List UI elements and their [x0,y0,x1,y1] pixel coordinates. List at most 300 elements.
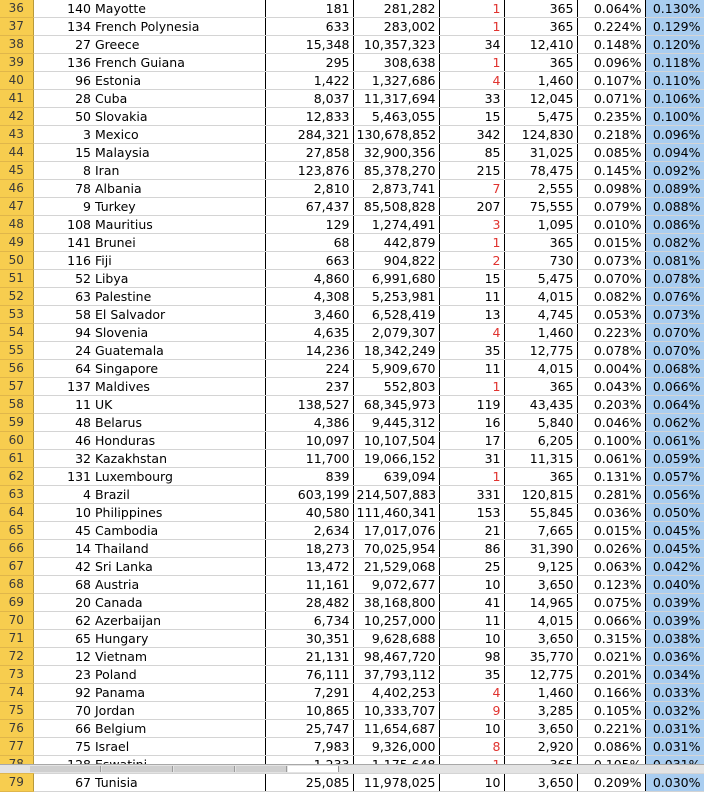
cell-col8[interactable]: 0.032% [645,702,704,720]
cell-col3[interactable]: 663 [265,252,353,270]
cell-col8[interactable]: 0.038% [645,630,704,648]
cell-col6[interactable]: 365 [504,0,577,18]
cell-col3[interactable]: 15,348 [265,36,353,54]
row-header[interactable]: 73 [0,666,33,684]
cell-col5[interactable]: 7 [439,180,504,198]
cell-col3[interactable]: 67,437 [265,198,353,216]
cell-col4[interactable]: 6,991,680 [353,270,439,288]
rank-cell[interactable]: 67 [33,774,93,792]
country-cell[interactable]: Tunisia [93,774,265,792]
cell-col7[interactable]: 0.098% [577,180,645,198]
cell-col3[interactable]: 2,810 [265,180,353,198]
row-header[interactable]: 45 [0,162,33,180]
cell-col5[interactable]: 13 [439,306,504,324]
cell-col4[interactable]: 21,529,068 [353,558,439,576]
cell-col4[interactable]: 38,168,800 [353,594,439,612]
cell-col3[interactable]: 284,321 [265,126,353,144]
country-cell[interactable]: Jordan [93,702,265,720]
cell-col3[interactable]: 25,747 [265,720,353,738]
cell-col8[interactable]: 0.036% [645,648,704,666]
country-cell[interactable]: Malaysia [93,144,265,162]
cell-col7[interactable]: 0.015% [577,522,645,540]
rank-cell[interactable]: 52 [33,270,93,288]
country-cell[interactable]: French Guiana [93,54,265,72]
country-cell[interactable]: Mexico [93,126,265,144]
cell-col5[interactable]: 15 [439,270,504,288]
cell-col8[interactable]: 0.070% [645,342,704,360]
row-header[interactable]: 54 [0,324,33,342]
cell-col7[interactable]: 0.223% [577,324,645,342]
row-header[interactable]: 77 [0,738,33,756]
cell-col4[interactable]: 111,460,341 [353,504,439,522]
cell-col6[interactable]: 3,650 [504,774,577,792]
cell-col8[interactable]: 0.110% [645,72,704,90]
cell-col4[interactable]: 68,345,973 [353,396,439,414]
cell-col4[interactable]: 19,066,152 [353,450,439,468]
cell-col7[interactable]: 0.096% [577,54,645,72]
row-header[interactable]: 43 [0,126,33,144]
cell-col3[interactable]: 76,111 [265,666,353,684]
row-header[interactable]: 61 [0,450,33,468]
rank-cell[interactable]: 92 [33,684,93,702]
rank-cell[interactable]: 108 [33,216,93,234]
rank-cell[interactable]: 63 [33,288,93,306]
cell-col8[interactable]: 0.089% [645,180,704,198]
cell-col8[interactable]: 0.130% [645,0,704,18]
cell-col5[interactable]: 15 [439,108,504,126]
cell-col5[interactable]: 1 [439,54,504,72]
cell-col3[interactable]: 237 [265,378,353,396]
cell-col4[interactable]: 4,402,253 [353,684,439,702]
cell-col4[interactable]: 18,342,249 [353,342,439,360]
cell-col7[interactable]: 0.071% [577,90,645,108]
cell-col8[interactable]: 0.045% [645,522,704,540]
cell-col7[interactable]: 0.086% [577,738,645,756]
rank-cell[interactable]: 116 [33,252,93,270]
cell-col3[interactable]: 4,635 [265,324,353,342]
cell-col5[interactable]: 4 [439,684,504,702]
cell-col7[interactable]: 0.105% [577,702,645,720]
cell-col8[interactable]: 0.057% [645,468,704,486]
country-cell[interactable]: Austria [93,576,265,594]
cell-col6[interactable]: 365 [504,468,577,486]
cell-col3[interactable]: 4,308 [265,288,353,306]
cell-col6[interactable]: 12,045 [504,90,577,108]
cell-col5[interactable]: 331 [439,486,504,504]
row-header[interactable]: 49 [0,234,33,252]
country-cell[interactable]: Hungary [93,630,265,648]
rank-cell[interactable]: 24 [33,342,93,360]
cell-col3[interactable]: 10,865 [265,702,353,720]
cell-col8[interactable]: 0.033% [645,684,704,702]
cell-col6[interactable]: 35,770 [504,648,577,666]
cell-col4[interactable]: 9,628,688 [353,630,439,648]
country-cell[interactable]: Cambodia [93,522,265,540]
row-header[interactable]: 70 [0,612,33,630]
row-header[interactable]: 44 [0,144,33,162]
row-header[interactable]: 57 [0,378,33,396]
row-header[interactable]: 46 [0,180,33,198]
cell-col7[interactable]: 0.123% [577,576,645,594]
country-cell[interactable]: French Polynesia [93,18,265,36]
cell-col5[interactable]: 11 [439,360,504,378]
rank-cell[interactable]: 94 [33,324,93,342]
cell-col6[interactable]: 2,920 [504,738,577,756]
cell-col6[interactable]: 124,830 [504,126,577,144]
cell-col8[interactable]: 0.073% [645,306,704,324]
cell-col8[interactable]: 0.081% [645,252,704,270]
cell-col5[interactable]: 35 [439,342,504,360]
cell-col5[interactable]: 86 [439,540,504,558]
cell-col5[interactable]: 34 [439,36,504,54]
cell-col4[interactable]: 5,909,670 [353,360,439,378]
cell-col4[interactable]: 5,463,055 [353,108,439,126]
cell-col5[interactable]: 1 [439,468,504,486]
cell-col6[interactable]: 1,460 [504,72,577,90]
country-cell[interactable]: Maldives [93,378,265,396]
country-cell[interactable]: Canada [93,594,265,612]
cell-col5[interactable]: 21 [439,522,504,540]
country-cell[interactable]: Slovenia [93,324,265,342]
cell-col4[interactable]: 11,317,694 [353,90,439,108]
rank-cell[interactable]: 131 [33,468,93,486]
row-header[interactable]: 71 [0,630,33,648]
cell-col6[interactable]: 365 [504,378,577,396]
cell-col7[interactable]: 0.046% [577,414,645,432]
cell-col8[interactable]: 0.082% [645,234,704,252]
cell-col7[interactable]: 0.085% [577,144,645,162]
country-cell[interactable]: Honduras [93,432,265,450]
cell-col5[interactable]: 1 [439,378,504,396]
cell-col5[interactable]: 9 [439,702,504,720]
cell-col3[interactable]: 28,482 [265,594,353,612]
cell-col6[interactable]: 4,015 [504,288,577,306]
row-header[interactable]: 47 [0,198,33,216]
row-header[interactable]: 50 [0,252,33,270]
cell-col3[interactable]: 40,580 [265,504,353,522]
country-cell[interactable]: Vietnam [93,648,265,666]
row-header[interactable]: 40 [0,72,33,90]
rank-cell[interactable]: 68 [33,576,93,594]
cell-col3[interactable]: 123,876 [265,162,353,180]
cell-col5[interactable]: 33 [439,90,504,108]
rank-cell[interactable]: 50 [33,108,93,126]
cell-col7[interactable]: 0.145% [577,162,645,180]
cell-col7[interactable]: 0.075% [577,594,645,612]
country-cell[interactable]: Turkey [93,198,265,216]
cell-col3[interactable]: 10,097 [265,432,353,450]
cell-col4[interactable]: 9,326,000 [353,738,439,756]
country-cell[interactable]: Belarus [93,414,265,432]
row-header[interactable]: 53 [0,306,33,324]
cell-col7[interactable]: 0.218% [577,126,645,144]
cell-col3[interactable]: 6,734 [265,612,353,630]
cell-col8[interactable]: 0.086% [645,216,704,234]
row-header[interactable]: 60 [0,432,33,450]
sheet-tab[interactable] [102,766,173,772]
cell-col4[interactable]: 11,978,025 [353,774,439,792]
cell-col6[interactable]: 12,775 [504,666,577,684]
cell-col8[interactable]: 0.088% [645,198,704,216]
country-cell[interactable]: Slovakia [93,108,265,126]
cell-col5[interactable]: 11 [439,612,504,630]
rank-cell[interactable]: 134 [33,18,93,36]
cell-col5[interactable]: 11 [439,288,504,306]
cell-col4[interactable]: 281,282 [353,0,439,18]
row-header[interactable]: 39 [0,54,33,72]
cell-col6[interactable]: 6,205 [504,432,577,450]
cell-col8[interactable]: 0.059% [645,450,704,468]
rank-cell[interactable]: 66 [33,720,93,738]
country-cell[interactable]: Iran [93,162,265,180]
cell-col8[interactable]: 0.118% [645,54,704,72]
row-header[interactable]: 37 [0,18,33,36]
country-cell[interactable]: Azerbaijan [93,612,265,630]
cell-col4[interactable]: 10,257,000 [353,612,439,630]
cell-col8[interactable]: 0.068% [645,360,704,378]
rank-cell[interactable]: 15 [33,144,93,162]
country-cell[interactable]: Greece [93,36,265,54]
cell-col4[interactable]: 2,873,741 [353,180,439,198]
cell-col5[interactable]: 98 [439,648,504,666]
cell-col6[interactable]: 5,840 [504,414,577,432]
cell-col5[interactable]: 17 [439,432,504,450]
cell-col6[interactable]: 3,650 [504,576,577,594]
cell-col7[interactable]: 0.053% [577,306,645,324]
cell-col3[interactable]: 603,199 [265,486,353,504]
row-header[interactable]: 72 [0,648,33,666]
cell-col5[interactable]: 35 [439,666,504,684]
rank-cell[interactable]: 136 [33,54,93,72]
rank-cell[interactable]: 14 [33,540,93,558]
rank-cell[interactable]: 23 [33,666,93,684]
cell-col7[interactable]: 0.209% [577,774,645,792]
row-header[interactable]: 64 [0,504,33,522]
cell-col4[interactable]: 1,327,686 [353,72,439,90]
cell-col6[interactable]: 365 [504,234,577,252]
rank-cell[interactable]: 20 [33,594,93,612]
cell-col7[interactable]: 0.066% [577,612,645,630]
country-cell[interactable]: Sri Lanka [93,558,265,576]
cell-col6[interactable]: 7,665 [504,522,577,540]
cell-col6[interactable]: 5,475 [504,108,577,126]
row-header[interactable]: 79 [0,774,33,792]
country-cell[interactable]: El Salvador [93,306,265,324]
cell-col3[interactable]: 633 [265,18,353,36]
cell-col5[interactable]: 1 [439,18,504,36]
cell-col4[interactable]: 130,678,852 [353,126,439,144]
country-cell[interactable]: Poland [93,666,265,684]
country-cell[interactable]: Philippines [93,504,265,522]
row-header[interactable]: 65 [0,522,33,540]
cell-col5[interactable]: 25 [439,558,504,576]
cell-col4[interactable]: 214,507,883 [353,486,439,504]
row-header[interactable]: 66 [0,540,33,558]
rank-cell[interactable]: 42 [33,558,93,576]
cell-col6[interactable]: 12,775 [504,342,577,360]
cell-col6[interactable]: 55,845 [504,504,577,522]
cell-col8[interactable]: 0.100% [645,108,704,126]
row-header[interactable]: 68 [0,576,33,594]
country-cell[interactable]: Libya [93,270,265,288]
cell-col3[interactable]: 14,236 [265,342,353,360]
row-header[interactable]: 58 [0,396,33,414]
country-cell[interactable]: Thailand [93,540,265,558]
cell-col5[interactable]: 10 [439,630,504,648]
cell-col3[interactable]: 839 [265,468,353,486]
cell-col3[interactable]: 2,634 [265,522,353,540]
country-cell[interactable]: Palestine [93,288,265,306]
cell-col3[interactable]: 30,351 [265,630,353,648]
rank-cell[interactable]: 27 [33,36,93,54]
cell-col8[interactable]: 0.129% [645,18,704,36]
cell-col7[interactable]: 0.021% [577,648,645,666]
cell-col6[interactable]: 78,475 [504,162,577,180]
cell-col5[interactable]: 4 [439,72,504,90]
cell-col8[interactable]: 0.062% [645,414,704,432]
cell-col4[interactable]: 9,072,677 [353,576,439,594]
cell-col3[interactable]: 3,460 [265,306,353,324]
row-header[interactable]: 36 [0,0,33,18]
cell-col7[interactable]: 0.079% [577,198,645,216]
cell-col3[interactable]: 25,085 [265,774,353,792]
cell-col6[interactable]: 2,555 [504,180,577,198]
row-header[interactable]: 56 [0,360,33,378]
cell-col8[interactable]: 0.064% [645,396,704,414]
rank-cell[interactable]: 3 [33,126,93,144]
cell-col8[interactable]: 0.066% [645,378,704,396]
cell-col8[interactable]: 0.106% [645,90,704,108]
country-cell[interactable]: Mauritius [93,216,265,234]
country-cell[interactable]: Singapore [93,360,265,378]
rank-cell[interactable]: 137 [33,378,93,396]
cell-col8[interactable]: 0.034% [645,666,704,684]
cell-col7[interactable]: 0.010% [577,216,645,234]
cell-col8[interactable]: 0.056% [645,486,704,504]
row-header[interactable]: 76 [0,720,33,738]
cell-col4[interactable]: 17,017,076 [353,522,439,540]
country-cell[interactable]: Fiji [93,252,265,270]
cell-col4[interactable]: 70,025,954 [353,540,439,558]
rank-cell[interactable]: 28 [33,90,93,108]
cell-col3[interactable]: 138,527 [265,396,353,414]
cell-col3[interactable]: 18,273 [265,540,353,558]
cell-col3[interactable]: 11,161 [265,576,353,594]
country-cell[interactable]: Brazil [93,486,265,504]
row-header[interactable]: 67 [0,558,33,576]
cell-col7[interactable]: 0.166% [577,684,645,702]
cell-col7[interactable]: 0.315% [577,630,645,648]
row-header[interactable]: 51 [0,270,33,288]
cell-col8[interactable]: 0.061% [645,432,704,450]
cell-col5[interactable]: 10 [439,774,504,792]
cell-col5[interactable]: 3 [439,216,504,234]
cell-col5[interactable]: 342 [439,126,504,144]
rank-cell[interactable]: 75 [33,738,93,756]
cell-col7[interactable]: 0.073% [577,252,645,270]
cell-col4[interactable]: 308,638 [353,54,439,72]
cell-col6[interactable]: 11,315 [504,450,577,468]
cell-col8[interactable]: 0.040% [645,576,704,594]
row-header[interactable]: 62 [0,468,33,486]
cell-col6[interactable]: 3,650 [504,720,577,738]
cell-col7[interactable]: 0.064% [577,0,645,18]
cell-col4[interactable]: 98,467,720 [353,648,439,666]
cell-col6[interactable]: 4,745 [504,306,577,324]
cell-col8[interactable]: 0.094% [645,144,704,162]
cell-col8[interactable]: 0.039% [645,612,704,630]
row-header[interactable]: 69 [0,594,33,612]
cell-col3[interactable]: 295 [265,54,353,72]
row-header[interactable]: 59 [0,414,33,432]
rank-cell[interactable]: 11 [33,396,93,414]
cell-col6[interactable]: 4,015 [504,360,577,378]
cell-col3[interactable]: 4,860 [265,270,353,288]
cell-col6[interactable]: 1,095 [504,216,577,234]
row-header[interactable]: 48 [0,216,33,234]
cell-col5[interactable]: 31 [439,450,504,468]
cell-col3[interactable]: 11,700 [265,450,353,468]
cell-col7[interactable]: 0.063% [577,558,645,576]
cell-col4[interactable]: 2,079,307 [353,324,439,342]
cell-col6[interactable]: 31,390 [504,540,577,558]
rank-cell[interactable]: 12 [33,648,93,666]
rank-cell[interactable]: 9 [33,198,93,216]
country-cell[interactable]: Panama [93,684,265,702]
cell-col5[interactable]: 85 [439,144,504,162]
row-header[interactable]: 41 [0,90,33,108]
country-cell[interactable]: UK [93,396,265,414]
country-cell[interactable]: Kazakhstan [93,450,265,468]
cell-col4[interactable]: 32,900,356 [353,144,439,162]
cell-col4[interactable]: 11,654,687 [353,720,439,738]
cell-col8[interactable]: 0.042% [645,558,704,576]
rank-cell[interactable]: 45 [33,522,93,540]
rank-cell[interactable]: 8 [33,162,93,180]
cell-col8[interactable]: 0.039% [645,594,704,612]
cell-col5[interactable]: 10 [439,576,504,594]
cell-col6[interactable]: 3,285 [504,702,577,720]
cell-col6[interactable]: 4,015 [504,612,577,630]
cell-col3[interactable]: 27,858 [265,144,353,162]
country-cell[interactable]: Luxembourg [93,468,265,486]
rank-cell[interactable]: 70 [33,702,93,720]
cell-col7[interactable]: 0.070% [577,270,645,288]
cell-col5[interactable]: 2 [439,252,504,270]
row-header[interactable]: 38 [0,36,33,54]
cell-col7[interactable]: 0.082% [577,288,645,306]
cell-col8[interactable]: 0.030% [645,774,704,792]
cell-col7[interactable]: 0.061% [577,450,645,468]
rank-cell[interactable]: 46 [33,432,93,450]
cell-col4[interactable]: 10,107,504 [353,432,439,450]
cell-col3[interactable]: 7,291 [265,684,353,702]
cell-col4[interactable]: 85,378,270 [353,162,439,180]
country-cell[interactable]: Guatemala [93,342,265,360]
country-cell[interactable]: Mayotte [93,0,265,18]
rank-cell[interactable]: 48 [33,414,93,432]
cell-col3[interactable]: 129 [265,216,353,234]
rank-cell[interactable]: 140 [33,0,93,18]
cell-col7[interactable]: 0.221% [577,720,645,738]
cell-col8[interactable]: 0.092% [645,162,704,180]
row-header[interactable]: 74 [0,684,33,702]
rank-cell[interactable]: 141 [33,234,93,252]
cell-col7[interactable]: 0.235% [577,108,645,126]
cell-col7[interactable]: 0.004% [577,360,645,378]
cell-col6[interactable]: 365 [504,18,577,36]
cell-col7[interactable]: 0.131% [577,468,645,486]
